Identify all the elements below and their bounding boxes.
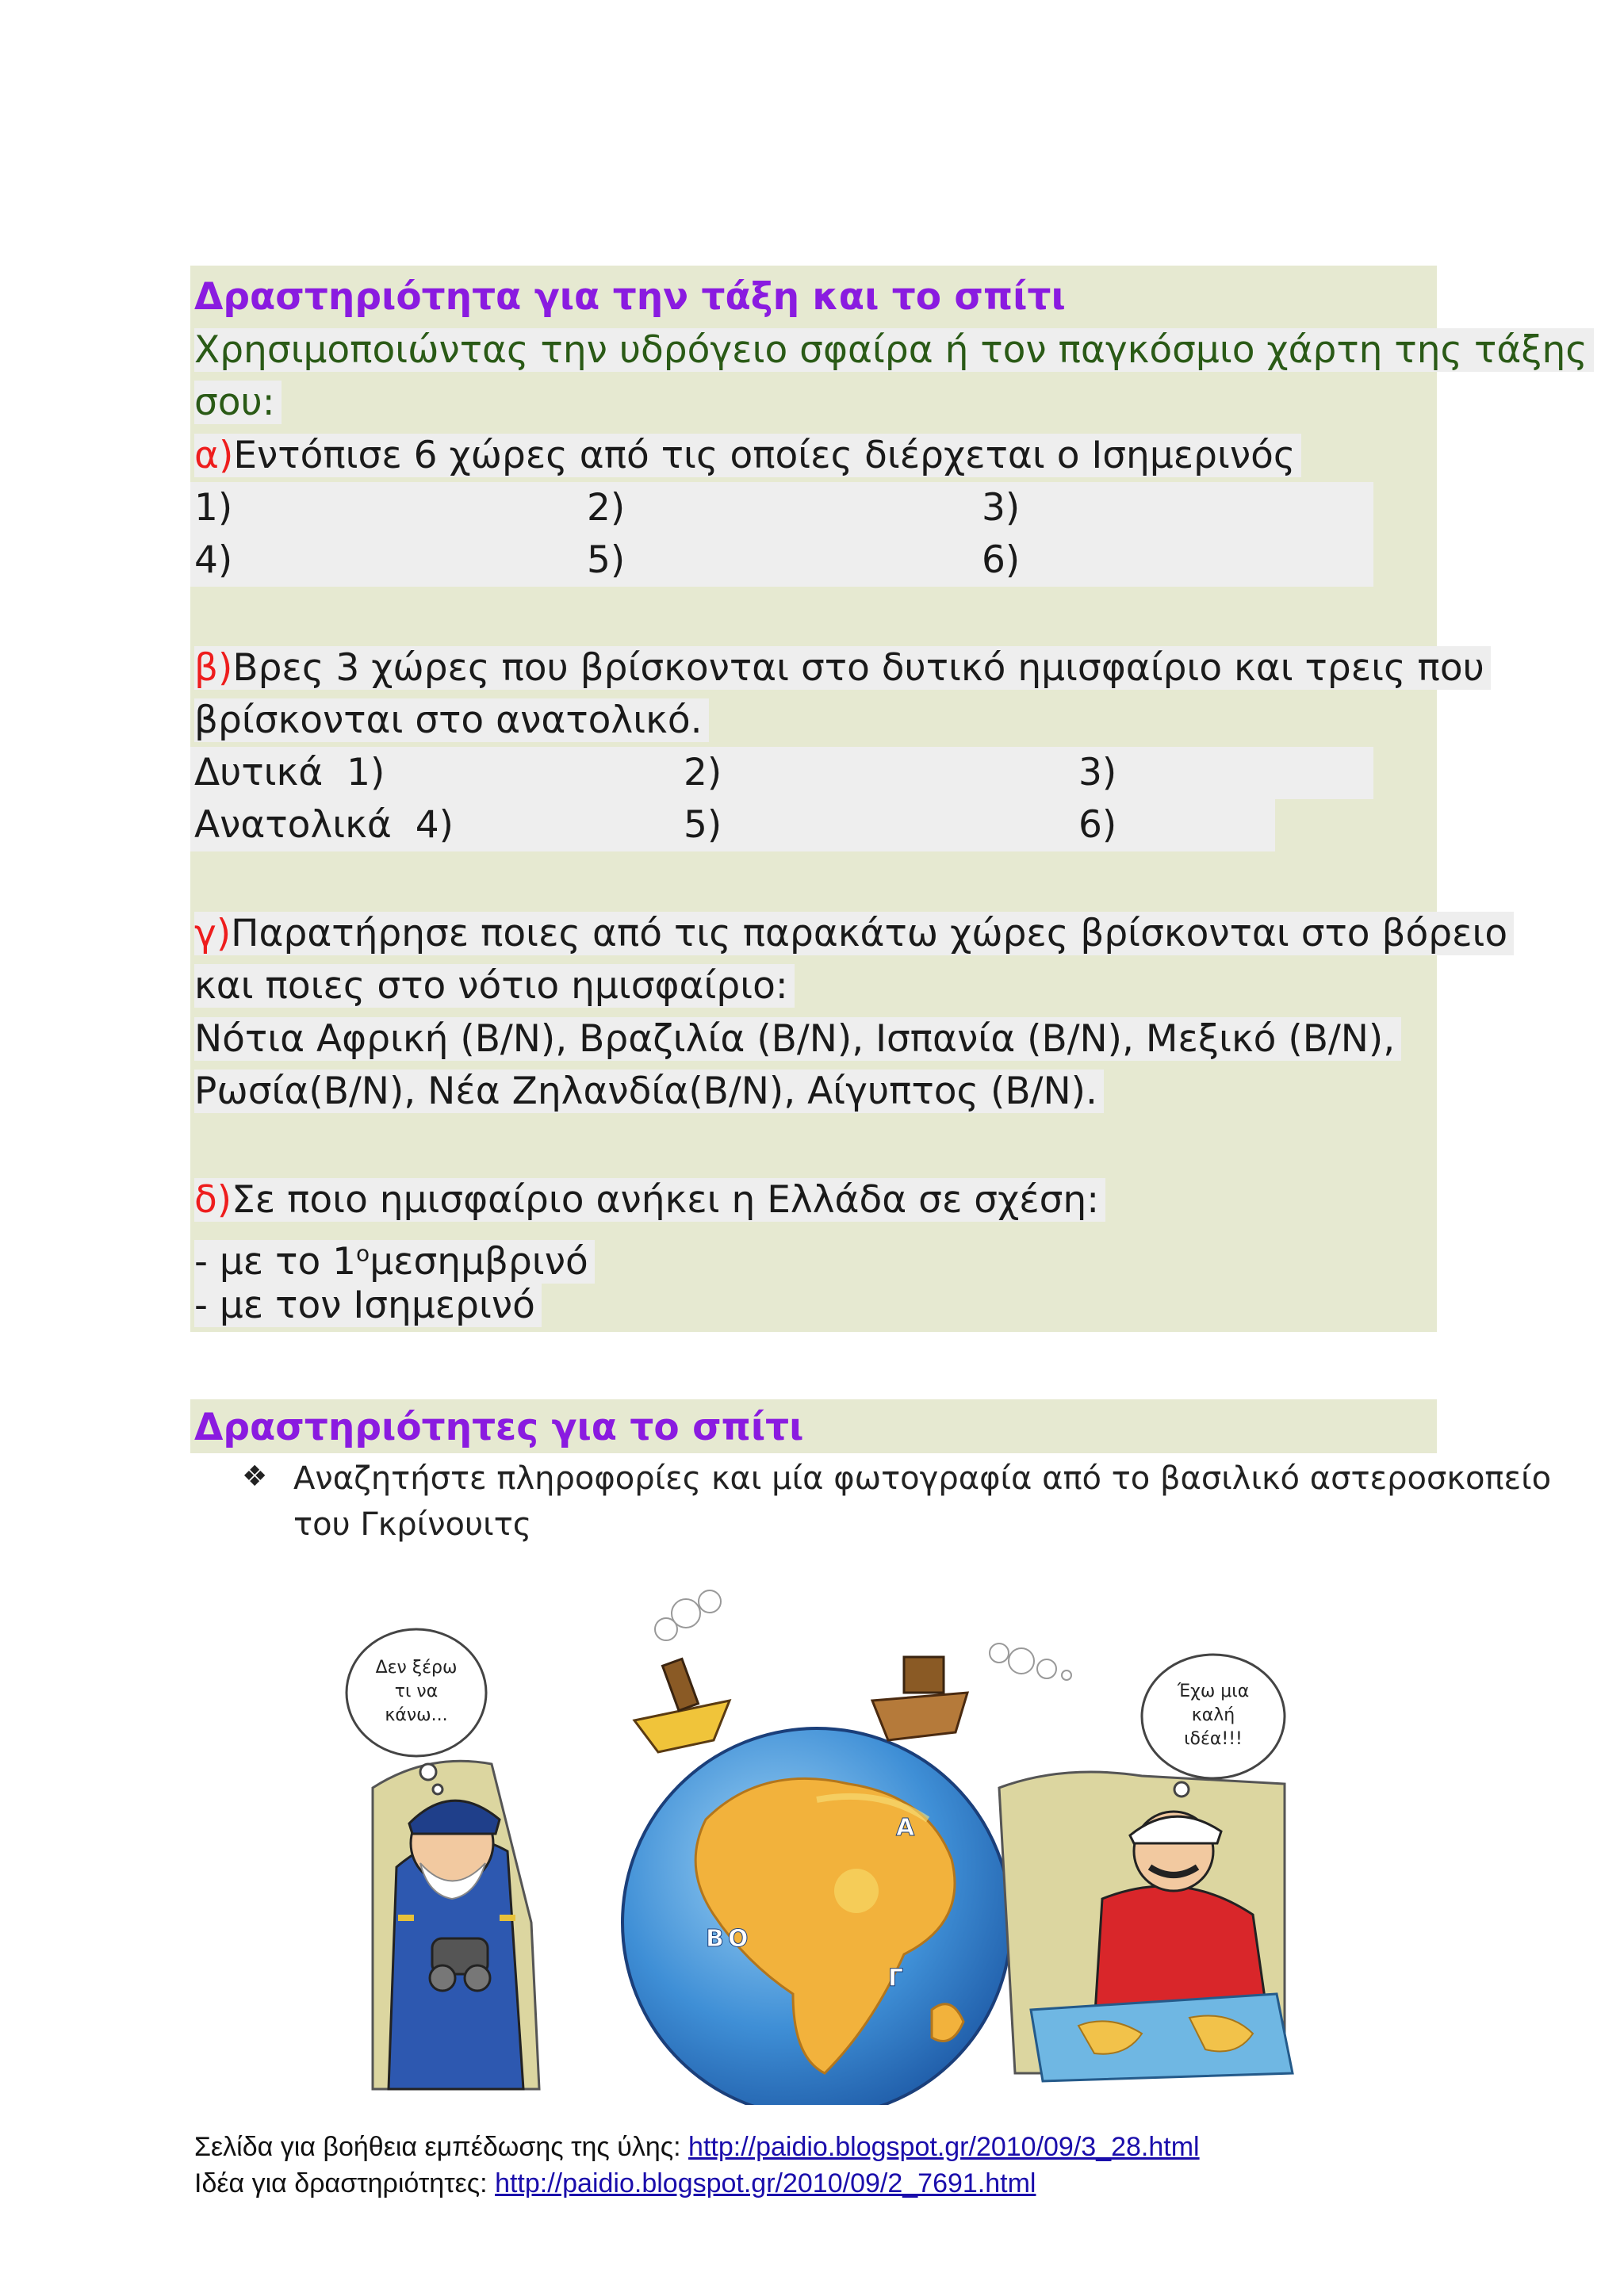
question-b-line-2 xyxy=(194,695,709,747)
question-d-item-2: - με τον Ισημερινό xyxy=(194,1280,542,1332)
question-c-line-1 xyxy=(194,908,1514,960)
question-c-text-2: και ποιες στο νότιο ημισφαίριο: xyxy=(194,964,795,1008)
answer-a-5: 5) xyxy=(587,538,626,582)
question-b-marker: β) xyxy=(194,646,233,690)
globe-label-g: Γ xyxy=(888,1965,904,1992)
diamond-bullet-icon: ❖ xyxy=(242,1460,268,1493)
activity-title: Δραστηριότητα για την τάξη και το σπίτι xyxy=(194,275,1066,319)
home-activities-title-line xyxy=(194,1402,803,1454)
question-d xyxy=(194,1174,1105,1226)
question-d-item-1: - με το $1^o\mu\varepsilon\sigma\eta\mu\beta\rho\iota\nu ό$ xyxy=(194,1227,595,1288)
footer-line-1 xyxy=(194,2129,1200,2165)
footer-label-2: Ιδέα για δραστηριότητες: xyxy=(194,2168,496,2198)
answer-a-6: 6) xyxy=(982,538,1021,582)
home-activity-text-1: Αναζητήστε πληροφορίες και μία φωτογραφία από το βασιλικό αστεροσκοπείο xyxy=(293,1460,1552,1497)
answer-a-3: 3) xyxy=(982,486,1021,530)
footer-line-2 xyxy=(194,2165,1036,2202)
cartoon-illustration xyxy=(190,1582,1437,2105)
globe-label-o: Ο xyxy=(728,1925,749,1953)
globe-sailors-cartoon xyxy=(190,1582,1437,2105)
left-panel xyxy=(347,1629,539,2089)
question-c-line-4 xyxy=(194,1066,1104,1118)
question-d-marker: δ) xyxy=(194,1178,232,1222)
question-b-text-2: βρίσκονται στο ανατολικό. xyxy=(194,698,709,742)
intro-line-1: Χρησιμοποιώντας την υδρόγειο σφαίρα ή τον παγκόσμιο χάρτη της τάξης xyxy=(194,324,1594,377)
question-a-marker: α) xyxy=(194,434,234,477)
bubble-right-line-1: Έχω μια xyxy=(1177,1682,1250,1701)
answer-b-5: 5) xyxy=(684,803,722,847)
bubble-right-line-2: καλή xyxy=(1191,1705,1235,1725)
activity-title-line xyxy=(194,271,1066,323)
ship-right xyxy=(872,1644,1071,1740)
question-c-line-2 xyxy=(194,960,795,1012)
bubble-left-line-1: Δεν ξέρω xyxy=(375,1658,458,1678)
west-row xyxy=(194,747,385,799)
question-c-text-1: Παρατήρησε ποιες από τις παρακάτω χώρες βρίσκονται στο βόρειο xyxy=(231,912,1508,955)
home-activity-text-2: του Γκρίνουιτς xyxy=(293,1506,532,1543)
question-a-text: Εντόπισε 6 χώρες από τις οποίες διέρχεται ο Ισημερινός xyxy=(233,434,1296,477)
answer-a-1: 1) xyxy=(194,486,233,530)
east-label: Ανατολικά xyxy=(194,803,392,847)
question-a xyxy=(194,430,1301,482)
answer-b-2: 2) xyxy=(684,751,722,794)
west-label: Δυτικά xyxy=(194,751,324,794)
question-b-line-1 xyxy=(194,642,1491,695)
footer-label-1: Σελίδα για βοήθεια εμπέδωσης της ύλης: xyxy=(194,2132,689,2162)
answer-b-6: 6) xyxy=(1078,803,1117,847)
answer-a-4: 4) xyxy=(194,538,233,582)
question-a-answer-rows xyxy=(190,482,1373,587)
question-c-line-3 xyxy=(194,1013,1401,1066)
globe-label-a: Α xyxy=(896,1814,915,1842)
question-d-text: Σε ποιο ημισφαίριο ανήκει η Ελλάδα σε σχέση: xyxy=(232,1178,1100,1222)
globe-label-b: Β xyxy=(706,1925,724,1953)
footer-link-2[interactable]: http://paidio.blogspot.gr/2010/09/2_7691.html xyxy=(495,2168,1036,2198)
footer-link-1[interactable]: http://paidio.blogspot.gr/2010/09/3_28.html xyxy=(688,2132,1200,2162)
bubble-left-line-2: τι να xyxy=(394,1682,439,1701)
answer-b-4: 4) xyxy=(415,803,454,847)
globe xyxy=(622,1728,1011,2105)
bubble-right-line-3: ιδέα!!! xyxy=(1184,1729,1243,1749)
answer-a-2: 2) xyxy=(587,486,626,530)
answer-b-3: 3) xyxy=(1078,751,1117,794)
question-b-text-1: Βρες 3 χώρες που βρίσκονται στο δυτικό ημισφαίριο και τρεις που xyxy=(232,646,1484,690)
east-row xyxy=(194,799,454,851)
right-panel xyxy=(999,1655,1293,2081)
intro-line-2: σου: xyxy=(194,377,282,429)
home-activities-title: Δραστηριότητες για το σπίτι xyxy=(194,1406,804,1449)
question-c-marker: γ) xyxy=(194,912,232,955)
answer-b-1: 1) xyxy=(347,751,385,794)
bubble-left-line-3: κάνω... xyxy=(385,1705,448,1725)
question-c-text-3: Νότια Αφρική (Β/Ν), Βραζιλία (Β/Ν), Ισπανία (Β/Ν), Μεξικό (Β/Ν), xyxy=(194,1017,1401,1061)
ship-left xyxy=(634,1590,730,1752)
question-c-text-4: Ρωσία(Β/Ν), Νέα Ζηλανδία(Β/Ν), Αίγυπτος (Β/Ν). xyxy=(194,1070,1104,1113)
